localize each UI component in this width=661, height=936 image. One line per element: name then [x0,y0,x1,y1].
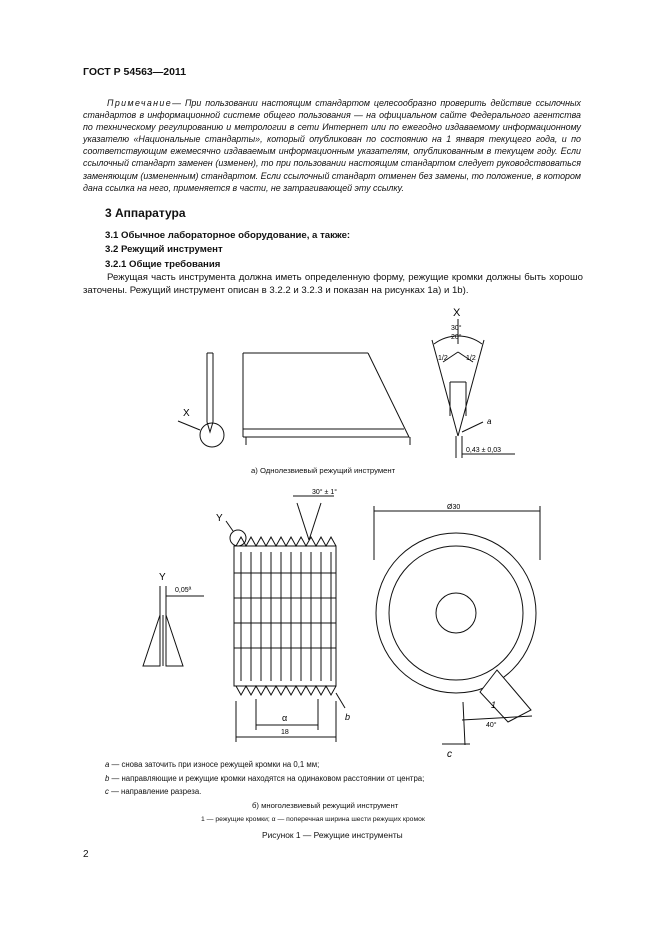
figure-caption: Рисунок 1 — Режущие инструменты [262,830,403,840]
dim-18: 18 [281,729,289,736]
clause-3-2-1: 3.2.1 Общие требования [105,259,221,270]
detail-x [432,319,515,458]
legend-c-key: c [105,787,109,796]
note-text: — При пользовании настоящим стандартом целесообразно проверить действие ссылочных стандартов в информационной системе общего пользования — на официальном сайте Федерального агентства по техническому регулированию и метрологии в сети Интернет или по ежегодно издаваемому информационному указателю «Национальные стандарты», который опубликован по состоянию на 1 января текущего года, и по соответствующим ежемесячно издаваемым информационным указателям, опубликованным в текущем году. Если ссылочный стандарт заменен (изменен), то при пользовании настоящим стандартом следует руководствоваться заменяющим (измененным) стандартом. Если ссылочный стандарт отменен без замены, то положение, в котором дана ссылка на него, применяется в части, не затрагивающей эту ссылку. [83,98,581,193]
label-alpha: α [282,713,288,723]
half-left: 1/2 [438,355,448,362]
label-1: 1 [491,700,497,710]
angle-20: 20° [451,334,462,341]
label-x-left: X [183,408,190,419]
caption-b: б) многолезвиевый режущий инструмент [252,801,399,810]
single-blade-side-view [178,353,224,447]
dim-043: 0,43 ± 0,03 [466,447,501,454]
legend-c [105,787,201,796]
dim-d30: Ø30 [447,504,461,511]
single-blade-front-view [243,353,410,445]
clause-3-1: 3.1 Обычное лабораторное оборудование, а также: [105,230,351,241]
legend-b-text: — направляющие и режущие кромки находятся на одинаковом расстоянии от центра; [111,774,425,783]
dim-005: 0,05ª [175,587,192,594]
legend-numbers: 1 — режущие кромки; α — поперечная ширина шести режущих кромок [201,816,425,823]
label-y-cutter: Y [216,513,223,524]
multi-blade-side-view [226,496,345,742]
legend-a-key: a [105,760,110,769]
angle-40: 40° [486,722,497,729]
body-paragraph: Режущая часть инструмента должна иметь определенную форму, режущие кромки должны быть хорошо заточены. Режущий инструмент описан в 3.2.2 и 3.2.3 и показан на рисунках 1а) и 1b). [83,272,583,297]
section-title: 3 Аппаратура [105,206,186,220]
label-x-detail: X [453,307,461,319]
label-a-small: a [487,417,492,426]
caption-a: а) Однолезвиевый режущий инструмент [251,466,396,475]
page-number: 2 [83,849,89,860]
clause-3-2: 3.2 Режущий инструмент [105,244,223,255]
angle-30: 30° [451,325,462,332]
note-label: Примечание [107,98,173,108]
label-c: c [447,749,452,760]
detail-y [143,586,204,666]
multi-blade-front-view [374,506,540,745]
half-right: 1/2 [466,355,476,362]
document-header: ГОСТ Р 54563—2011 [83,66,187,78]
legend-a [105,760,319,769]
label-y-detail: Y [159,572,166,583]
legend-b-key: b [105,774,110,783]
legend-b [105,774,424,783]
label-b: b [345,712,351,722]
legend-a-text: — снова заточить при износе режущей кромки на 0,1 мм; [111,760,320,769]
angle-30-pm1: 30° ± 1° [312,489,338,496]
legend-c-text: — направление разреза. [111,787,202,796]
